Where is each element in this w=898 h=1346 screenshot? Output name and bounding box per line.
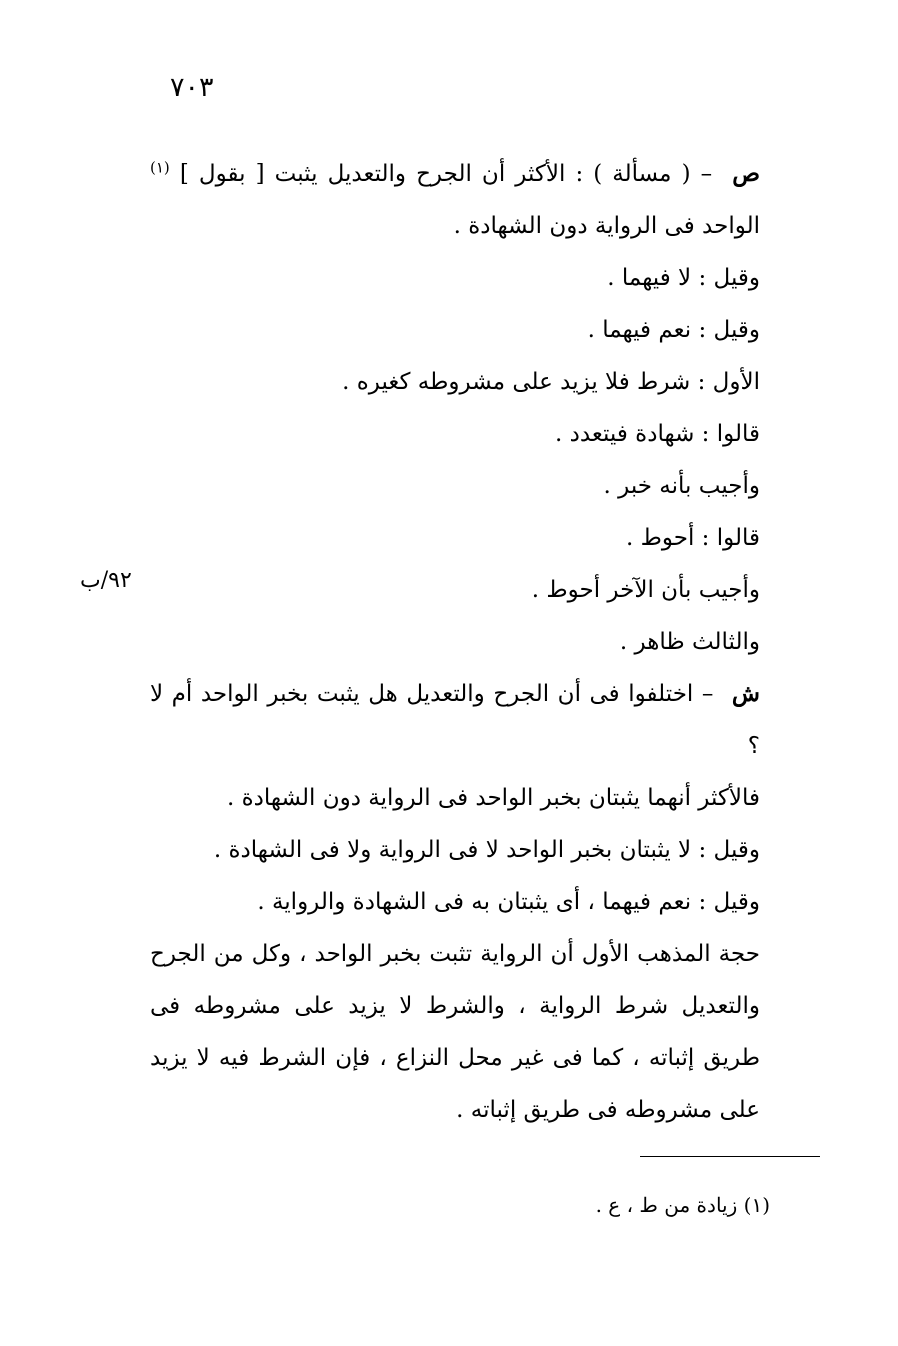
paragraph: فالأكثر أنهما يثبتان بخبر الواحد فى الرواية دون الشهادة . (226, 785, 760, 811)
paragraph-text: – اختلفوا فى أن الجرح والتعديل هل يثبت بخبر الواحد أم لا ؟ (150, 681, 760, 759)
paragraph: قالوا : شهادة فيتعدد . (554, 421, 760, 447)
paragraph: وأجيب بأن الآخر أحوط . (531, 577, 760, 603)
paragraph: وقيل : لا فيهما . (607, 265, 760, 291)
paragraph-marker: ش (731, 680, 760, 707)
page-number: ٧٠٣ (170, 72, 214, 103)
paragraph-text-cont: الواحد فى الرواية دون الشهادة . (453, 213, 760, 239)
paragraph-text: – ( مسألة ) : الأكثر أن الجرح والتعديل يثبت [ بقول ] (169, 161, 723, 187)
paragraph: وأجيب بأنه خبر . (603, 473, 760, 499)
paragraph: حجة المذهب الأول أن الرواية تثبت بخبر الواحد ، وكل من الجرح والتعديل شرط الرواية ، والشرط لا يزيد على مشروطه فى طريق إثباته ، كما فى غير محل النزاع ، فإن الشرط فيه لا يزيد على مشروطه فى طريق إثباته . (150, 941, 760, 1123)
paragraph: وقيل : نعم فيهما . (587, 317, 760, 343)
margin-note: ٩٢/ب (80, 568, 132, 593)
footnote-ref: (١) (150, 158, 170, 177)
paragraph: الأول : شرط فلا يزيد على مشروطه كغيره . (342, 369, 760, 395)
body-text (150, 148, 760, 1136)
paragraph: وقيل : نعم فيهما ، أى يثبتان به فى الشهادة والرواية . (257, 889, 760, 915)
footnote-divider (640, 1156, 820, 1157)
paragraph: قالوا : أحوط . (625, 525, 760, 551)
paragraph (150, 148, 830, 252)
paragraph: والثالث ظاهر . (619, 629, 760, 655)
paragraph-marker: ص (732, 160, 760, 187)
paragraph: وقيل : لا يثبتان بخبر الواحد لا فى الرواية ولا فى الشهادة . (213, 837, 760, 863)
paragraph (150, 668, 830, 772)
footnote: (١) زيادة من ط ، ع . (595, 1193, 770, 1217)
